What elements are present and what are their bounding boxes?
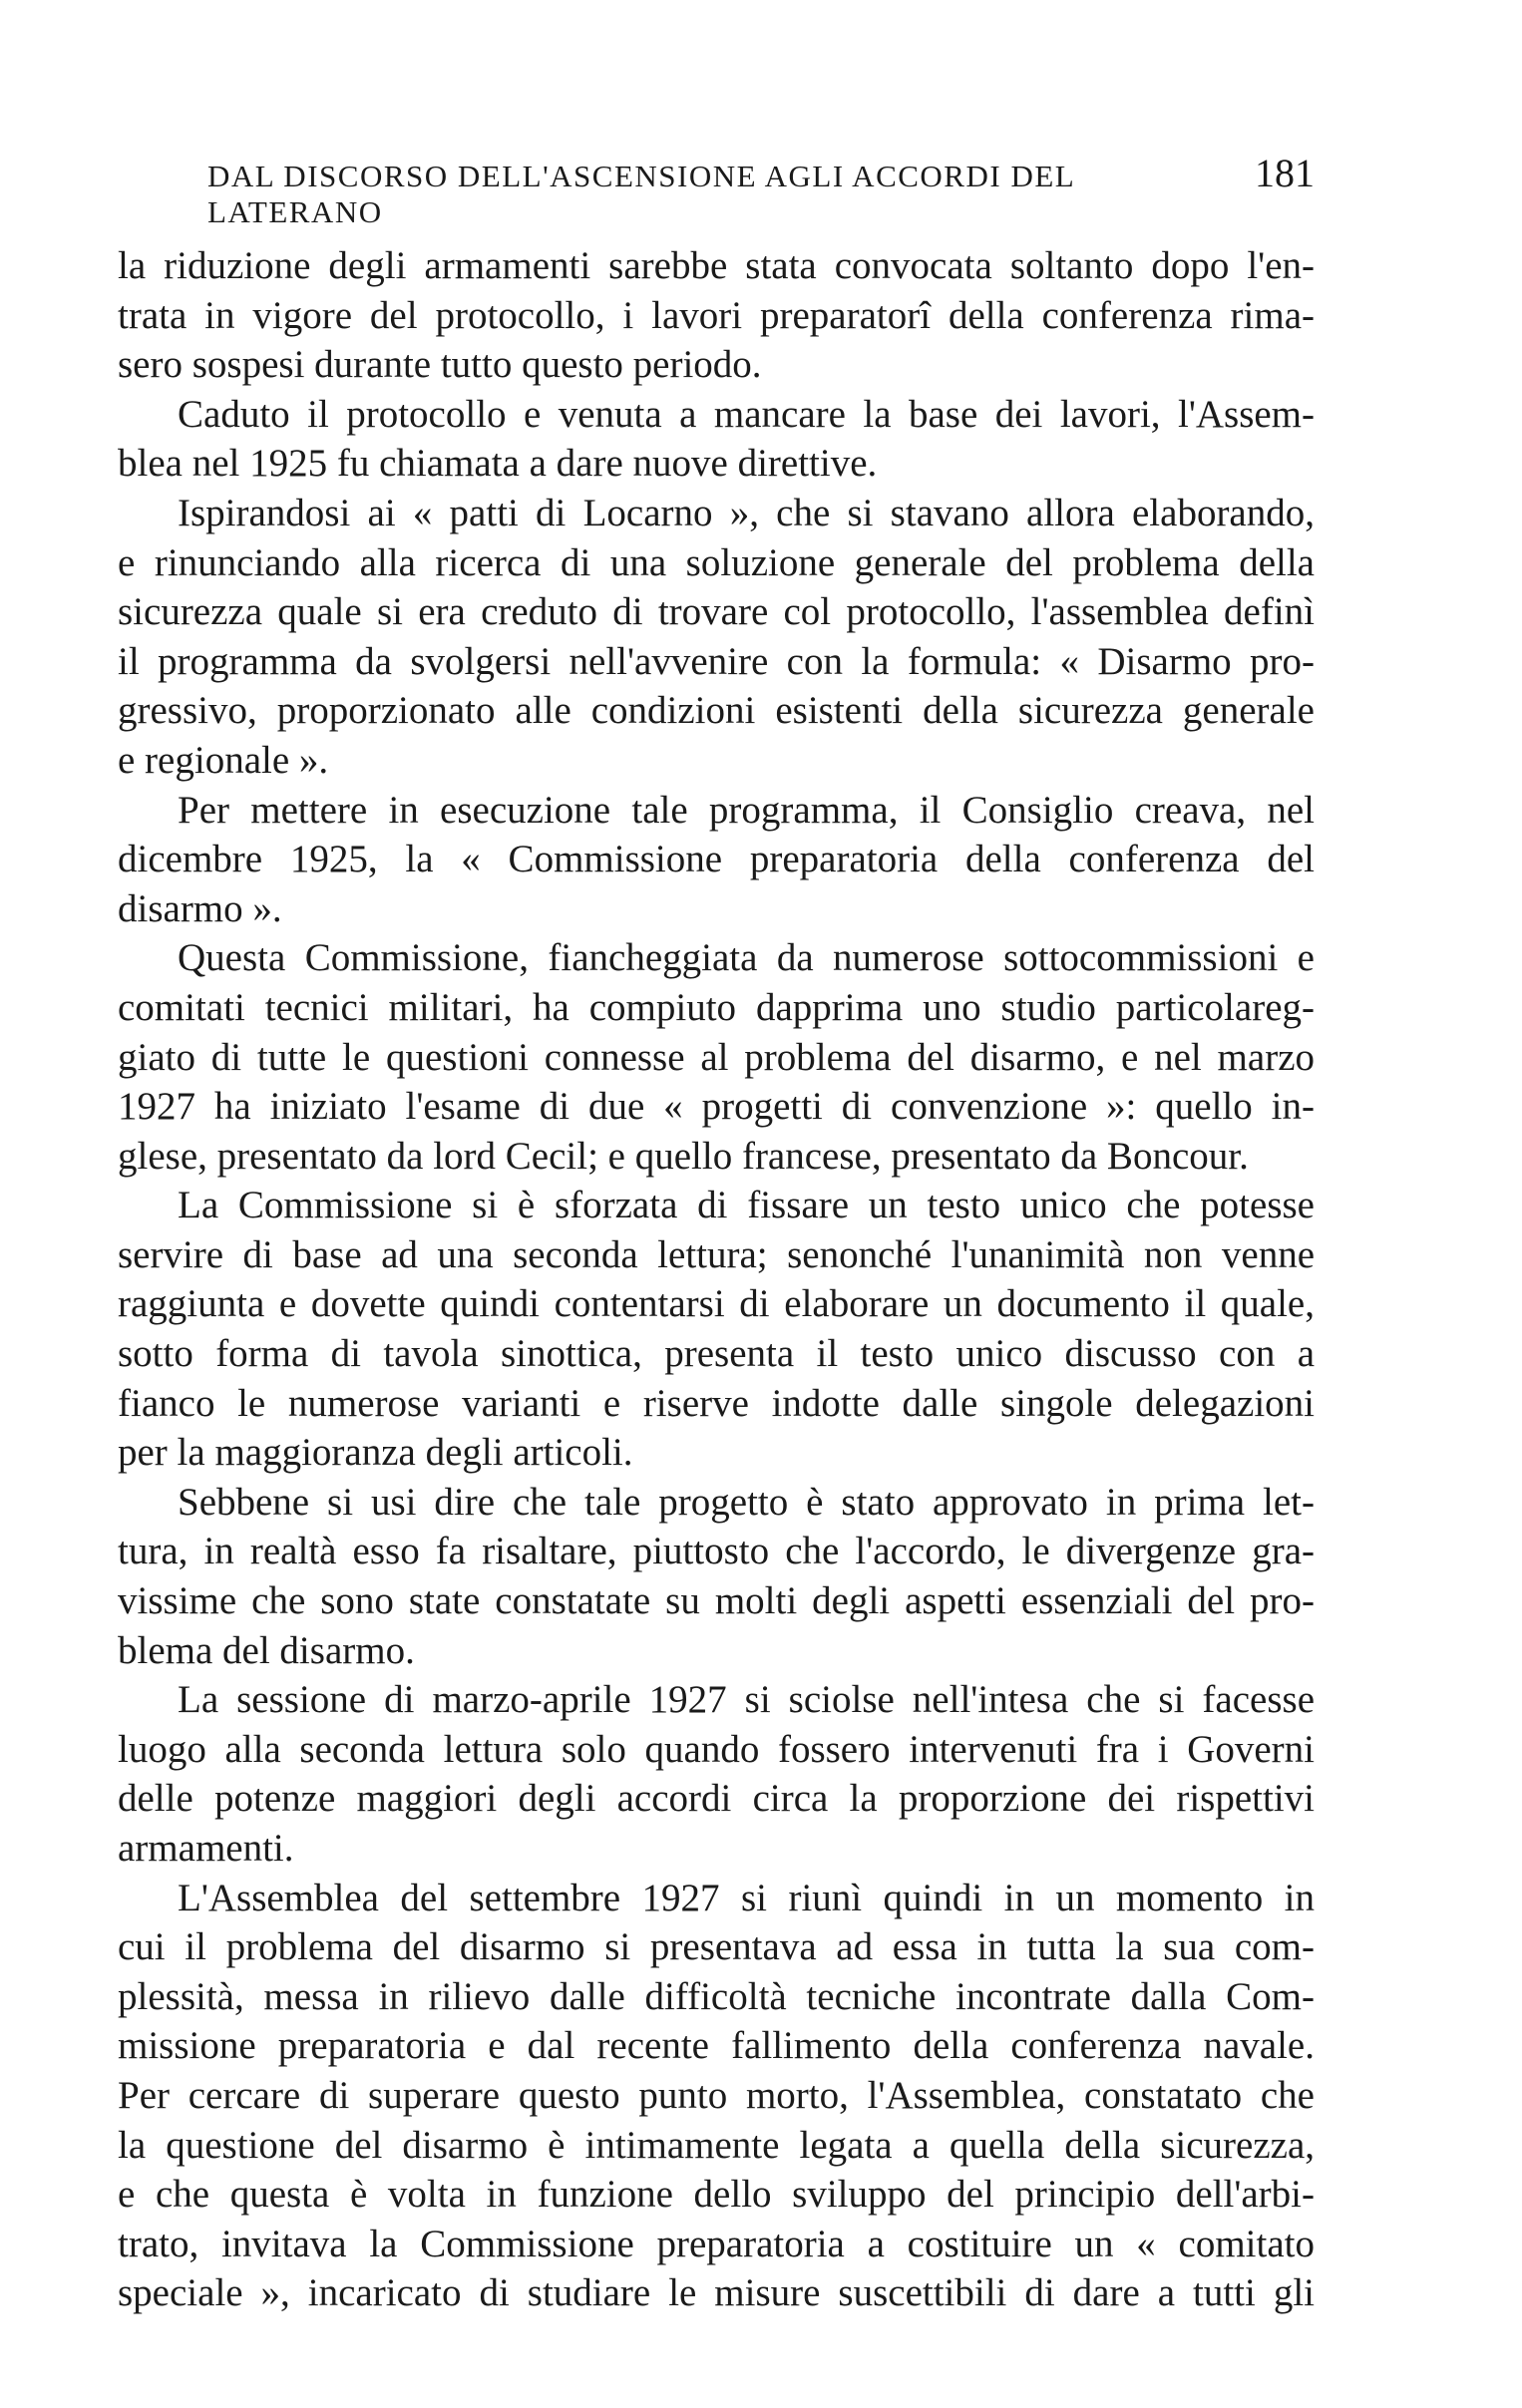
text-line: la questione del disarmo è intimamente legata a quella della sicurezza, [118, 2123, 1315, 2167]
text-line: vissime che sono state constatate su molti degli aspetti essenziali del pro- [118, 1579, 1315, 1623]
body-text [118, 241, 1315, 2318]
text-line: e rinunciando alla ricerca di una soluzione generale del problema della [118, 540, 1315, 584]
text-line: blema del disarmo. [118, 1628, 415, 1672]
text-line: speciale », incaricato di studiare le misure suscettibili di dare a tutti gli [118, 2271, 1315, 2315]
text-line: dicembre 1925, la « Commissione preparatoria della conferenza del [118, 838, 1315, 881]
text-line: sero sospesi durante tutto questo periodo. [118, 343, 762, 387]
running-title: DAL DISCORSO DELL'ASCENSIONE AGLI ACCORDI DEL LATERANO [207, 159, 1075, 229]
text-line: delle potenze maggiori degli accordi circa la proporzione dei rispettivi [118, 1777, 1315, 1821]
text-line: plessità, messa in rilievo dalle difficoltà tecniche incontrate dalla Com- [118, 1974, 1315, 2018]
book-page [118, 150, 1315, 2315]
text-line: La Commissione si è sforzata di fissare un testo unico che potesse [178, 1184, 1315, 1227]
text-line: Questa Commissione, fiancheggiata da numerose sottocommissioni e [178, 936, 1315, 980]
text-line: missione preparatoria e dal recente fallimento della conferenza navale. [118, 2024, 1315, 2068]
text-line: per la maggioranza degli articoli. [118, 1431, 633, 1475]
text-line: sotto forma di tavola sinottica, presenta il testo unico discusso con a [118, 1332, 1315, 1376]
text-line: sicurezza quale si era creduto di trovare col protocollo, l'assemblea definì [118, 590, 1315, 634]
text-line: trata in vigore del protocollo, i lavori preparatorî della conferenza rima- [118, 293, 1315, 337]
text-line: luogo alla seconda lettura solo quando fossero intervenuti fra i Governi [118, 1727, 1315, 1771]
text-line: La sessione di marzo-aprile 1927 si sciolse nell'intesa che si facesse [178, 1678, 1315, 1722]
text-line: blea nel 1925 fu chiamata a dare nuove direttive. [118, 442, 878, 486]
text-line: armamenti. [118, 1827, 294, 1870]
text-line: Sebbene si usi dire che tale progetto è stato approvato in prima let- [178, 1480, 1315, 1524]
text-line: il programma da svolgersi nell'avvenire con la formula: « Disarmo pro- [118, 639, 1315, 683]
text-line: e regionale ». [118, 738, 329, 782]
text-line: 1927 ha iniziato l'esame di due « progetti di convenzione »: quello in- [118, 1085, 1315, 1129]
text-line: disarmo ». [118, 886, 282, 930]
text-line: giato di tutte le questioni connesse al problema del disarmo, e nel marzo [118, 1035, 1315, 1079]
running-head [207, 150, 1315, 229]
text-line: Caduto il protocollo e venuta a mancare la base dei lavori, l'Assem- [178, 392, 1315, 436]
text-line: Per mettere in esecuzione tale programma, il Consiglio creava, nel [178, 788, 1315, 832]
text-line: raggiunta e dovette quindi contentarsi di elaborare un documento il quale, [118, 1282, 1315, 1326]
text-line: Per cercare di superare questo punto morto, l'Assemblea, constatato che [118, 2073, 1315, 2117]
text-line: fianco le numerose varianti e riserve indotte dalle singole delegazioni [118, 1381, 1315, 1425]
text-line: L'Assemblea del settembre 1927 si riunì quindi in un momento in [178, 1876, 1315, 1919]
text-line: e che questa è volta in funzione dello sviluppo del principio dell'arbi- [118, 2173, 1315, 2217]
text-line: glese, presentato da lord Cecil; e quello francese, presentato da Boncour. [118, 1134, 1249, 1178]
text-line: gressivo, proporzionato alle condizioni esistenti della sicurezza generale [118, 689, 1315, 733]
text-line: tura, in realtà esso fa risaltare, piuttosto che l'accordo, le divergenze gra- [118, 1530, 1315, 1573]
text-line: Ispirandosi ai « patti di Locarno », che si stavano allora elaborando, [178, 491, 1315, 534]
text-line: servire di base ad una seconda lettura; senonché l'unanimità non venne [118, 1232, 1315, 1276]
text-line: la riduzione degli armamenti sarebbe stata convocata soltanto dopo l'en- [118, 244, 1315, 287]
text-line: comitati tecnici militari, ha compiuto dapprima uno studio particolareg- [118, 985, 1315, 1029]
text-line: trato, invitava la Commissione preparatoria a costituire un « comitato [118, 2222, 1315, 2265]
page-number: 181 [1255, 151, 1315, 195]
text-line: cui il problema del disarmo si presentava ad essa in tutta la sua com- [118, 1925, 1315, 1969]
